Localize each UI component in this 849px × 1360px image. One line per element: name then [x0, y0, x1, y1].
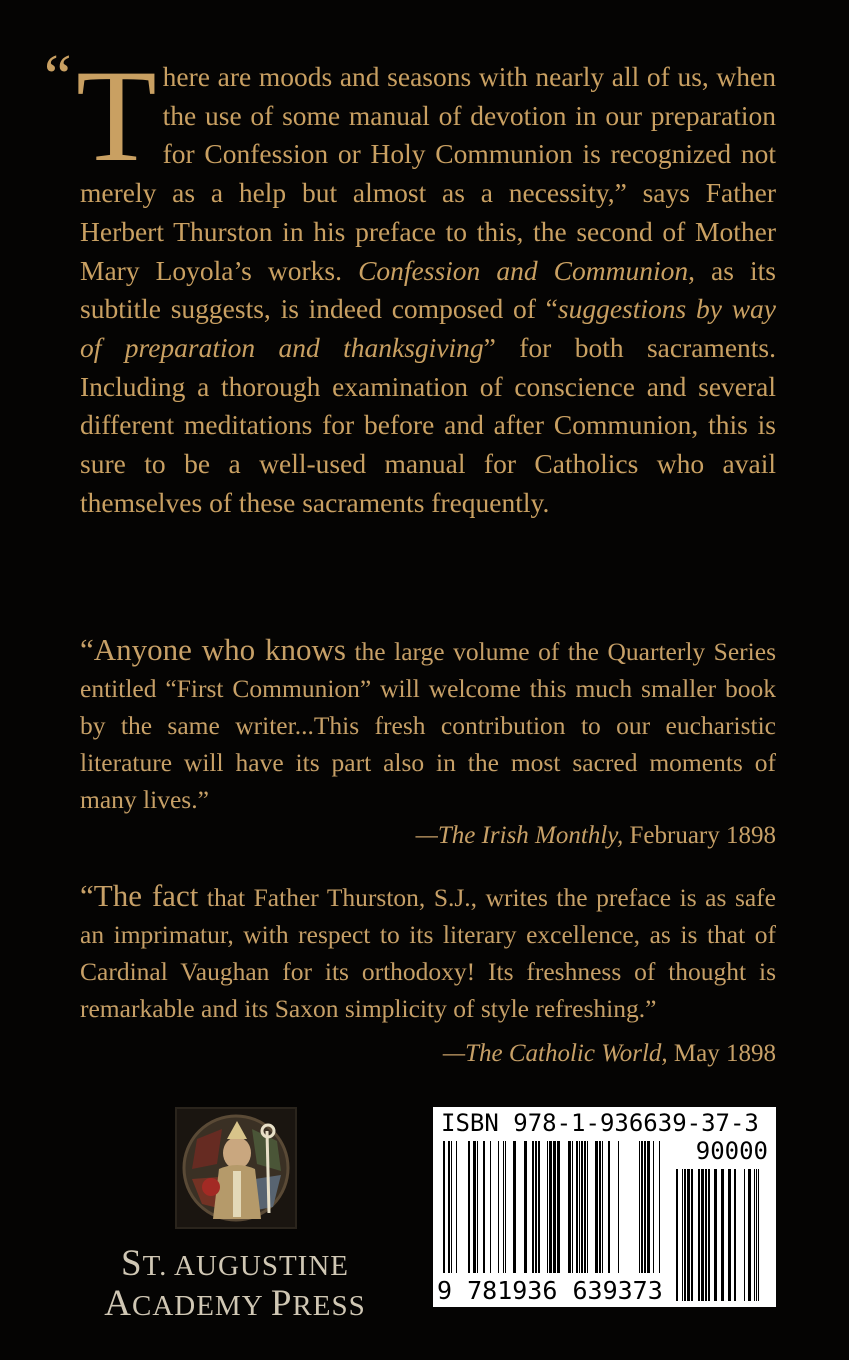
open-quote-mark: “ [44, 43, 72, 111]
barcode-bar [744, 1169, 745, 1301]
publisher-initial: A [104, 1283, 132, 1324]
barcode-bar [758, 1169, 759, 1301]
barcode-bar [448, 1141, 450, 1273]
blurb-text-2: , as its subtitle suggests, is indeed composed of “ [80, 254, 777, 325]
barcode-bar [721, 1169, 724, 1301]
publisher-text: CADEMY [131, 1290, 271, 1322]
barcode-bar [708, 1169, 710, 1301]
publisher-text: RESS [292, 1290, 366, 1322]
barcode-bar [608, 1141, 610, 1273]
barcode-bar [618, 1141, 619, 1273]
barcode-bar [641, 1141, 643, 1273]
barcode-bar [705, 1169, 707, 1301]
barcode-bar [505, 1141, 506, 1273]
review-text: that Father Thurston, S.J., writes the preface is as safe an imprimatur, with respect to its literary excellence, as is that of Cardinal Vaughan for its orthodoxy! Its freshness of thought is remarkable and its Saxon simplicity of style refreshing.” [80, 883, 776, 1023]
isbn-barcode [433, 1107, 776, 1307]
barcode-bar [483, 1141, 485, 1273]
review-date: February 1898 [623, 822, 776, 849]
description-blurb [76, 42, 777, 522]
barcode-bar [513, 1141, 516, 1273]
barcode-bar [714, 1169, 717, 1301]
review-source: —The Irish Monthly, [415, 822, 624, 849]
publisher-name-line-2 [85, 1282, 385, 1325]
drop-cap: T [76, 42, 157, 189]
barcode-bar [576, 1141, 578, 1273]
blurb-text-1: here are moods and seasons with nearly all of us, when the use of some manual of devotion in our preparation for Confession or Holy Communion is recognized not merely as a help but almost as a necessity,” says Father Herbert Thurston in his preface to this, the second of Mother Mary Loyola’s works. [80, 61, 776, 286]
barcode-bar [490, 1141, 491, 1273]
barcode-bar [553, 1141, 556, 1273]
barcode-bar [687, 1169, 690, 1301]
barcode-bar [581, 1141, 583, 1273]
barcode-bar [682, 1169, 683, 1301]
barcode-bar [734, 1169, 736, 1301]
barcode-digits: 9 781936 639373 [433, 1276, 667, 1305]
stained-glass-saint-icon [177, 1109, 295, 1227]
barcode-bar [647, 1141, 650, 1273]
barcode-bar [568, 1141, 571, 1273]
subtitle-quote-italic: suggestions by way of preparation and thanksgiving [80, 293, 776, 363]
barcode-bar [653, 1141, 654, 1273]
blurb-text-3: ” for both sacraments. Including a thorough examination of conscience and several different meditations for before and after Communion, this is sure to be a well-used manual for Catholics who avail themselves of these sacraments frequently. [80, 331, 776, 518]
barcode-bar [599, 1141, 601, 1273]
barcode-bar [456, 1141, 457, 1273]
publisher-logo-stained-glass [175, 1107, 297, 1229]
book-title-italic: Confession and Communion [358, 254, 689, 286]
barcode-bar [691, 1169, 693, 1301]
barcode-bar [503, 1141, 504, 1273]
review-irish-monthly [80, 631, 776, 818]
barcode-bar [639, 1141, 640, 1273]
barcode-bar [728, 1169, 731, 1301]
review-text: the large volume of the Quarterly Series entitled “First Communion” will welcome this much smaller book by the same writer...This fresh contribution to our eucharistic literature will have its part also in the most sacred moments of many lives.” [80, 637, 776, 814]
barcode-bar [698, 1169, 700, 1301]
review-attribution-catholic-world [443, 1040, 776, 1068]
barcode-bar [584, 1141, 586, 1273]
barcode-bar [659, 1141, 660, 1273]
review-lead: “The fact [80, 878, 199, 913]
barcode-bar [524, 1141, 527, 1273]
review-attribution-irish-monthly [416, 822, 776, 850]
barcode-bar [572, 1141, 573, 1273]
review-catholic-world [80, 877, 776, 1027]
barcode-bar [498, 1141, 499, 1273]
barcode-bar [595, 1141, 598, 1273]
barcode-bar [587, 1141, 588, 1273]
barcode-bar [468, 1141, 470, 1273]
barcode-bar [538, 1141, 540, 1273]
isbn-number: ISBN 978-1-936639-37-3 [441, 1109, 759, 1137]
barcode-addon-price: 90000 [695, 1137, 768, 1165]
publisher-name-line-1 [85, 1242, 385, 1285]
barcode-bar [701, 1169, 704, 1301]
barcode-bar [754, 1169, 755, 1301]
publisher-initial: S [121, 1243, 143, 1284]
barcode-bar [748, 1169, 751, 1301]
barcode-bar [532, 1141, 534, 1273]
barcode-bar [756, 1169, 757, 1301]
barcode-bar [547, 1141, 548, 1273]
barcode-bar [557, 1141, 560, 1273]
review-date: May 1898 [667, 1040, 776, 1067]
review-lead: “Anyone who knows [80, 632, 346, 667]
publisher-initial: P [270, 1283, 293, 1324]
barcode-bar [684, 1169, 686, 1301]
barcode-bar [644, 1141, 646, 1273]
barcode-bar [602, 1141, 603, 1273]
barcode-bar [477, 1141, 478, 1273]
barcode-bar [549, 1141, 552, 1273]
review-source: —The Catholic World, [442, 1040, 668, 1067]
barcode-bar [535, 1141, 537, 1273]
barcode-bar [443, 1141, 445, 1273]
barcode-bar [676, 1169, 678, 1301]
barcode-bar [473, 1141, 476, 1273]
publisher-text: T. AUGUSTINE [142, 1250, 349, 1282]
barcode-bar [579, 1141, 580, 1273]
barcode-bar [451, 1141, 452, 1273]
